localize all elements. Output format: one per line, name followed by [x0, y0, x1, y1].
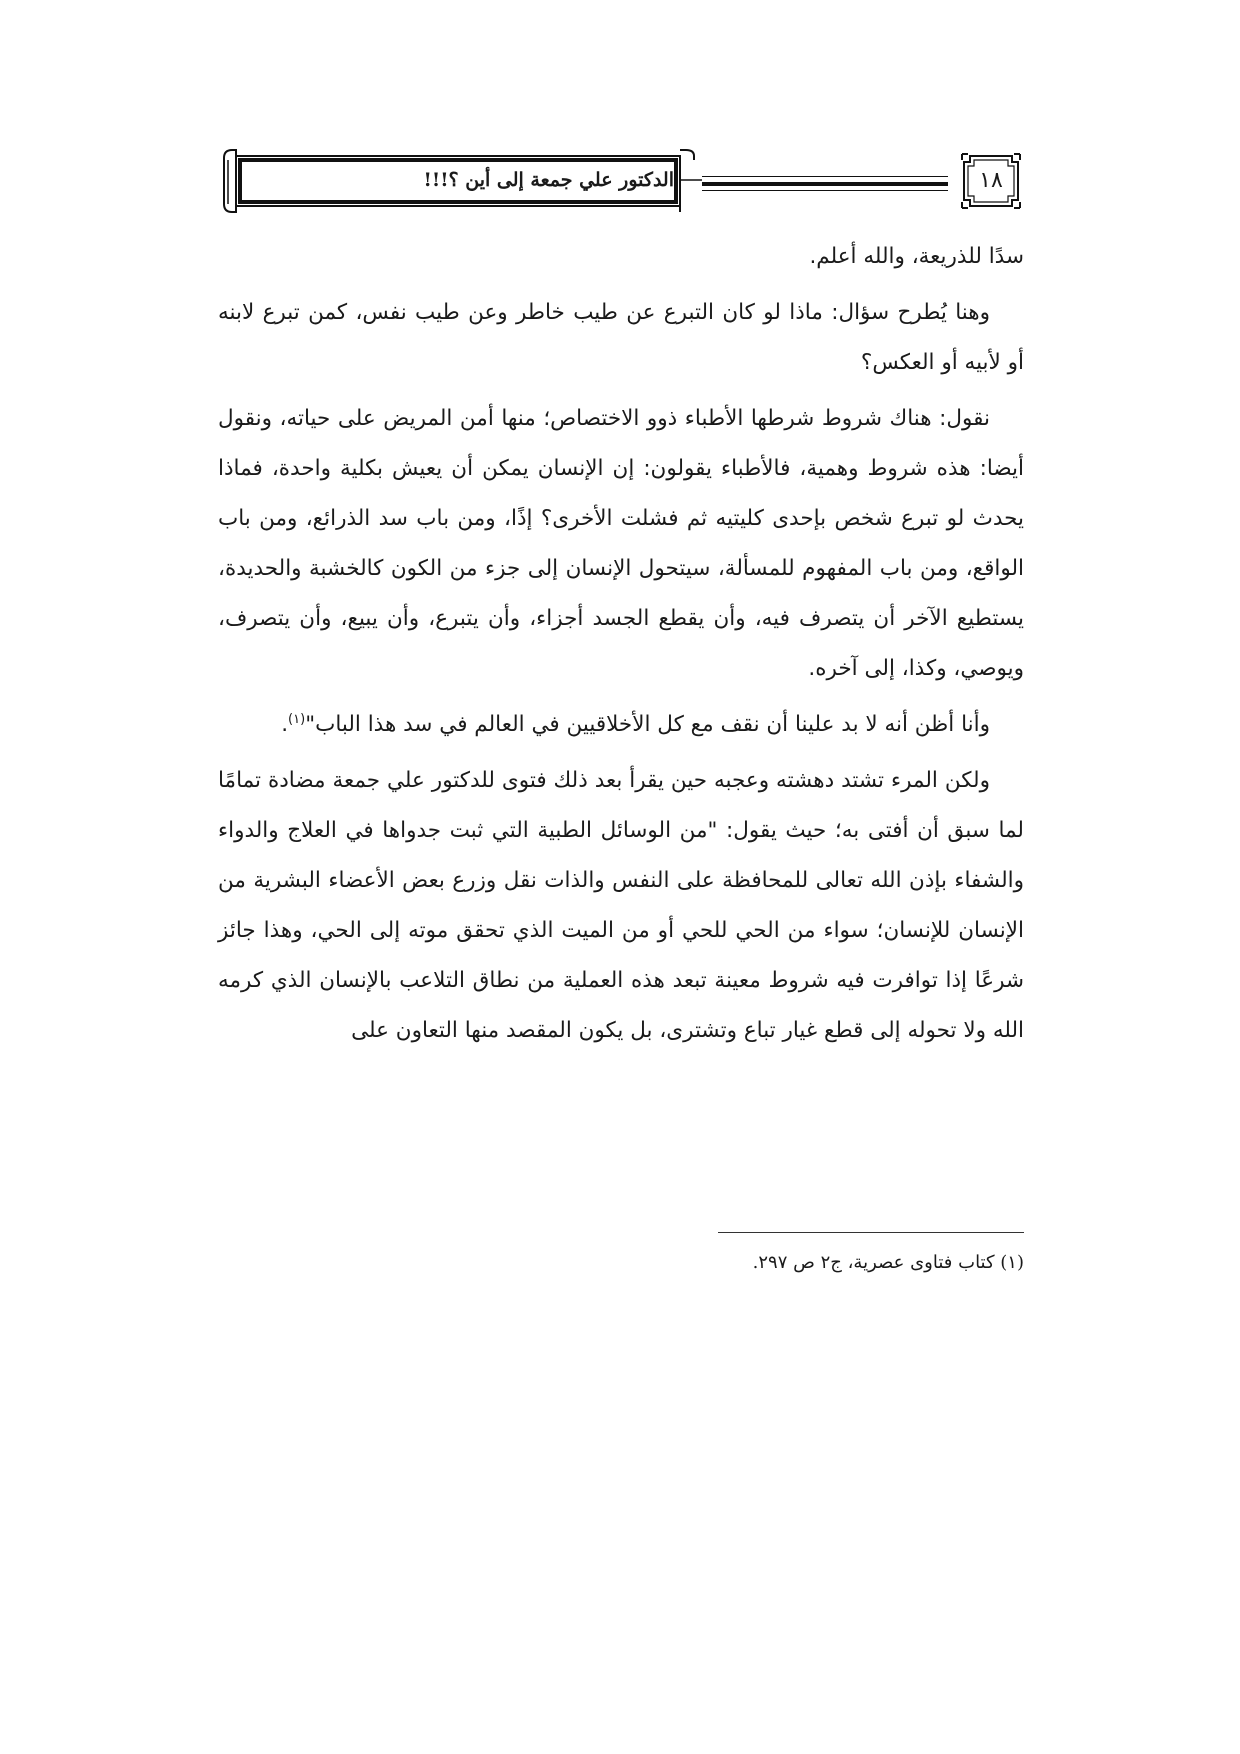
- header-rule-thin-top: [702, 176, 948, 177]
- paragraph-4: [218, 700, 1024, 750]
- header-rule-thick: [702, 182, 948, 186]
- header-rule-thin-bottom: [702, 190, 948, 191]
- page-number: ١٨: [979, 168, 1003, 193]
- paragraph-1: سدًا للذريعة، والله أعلم.: [809, 244, 1024, 269]
- page-header: [218, 146, 1024, 218]
- footnote: (١) كتاب فتاوى عصرية، ج٢ ص ٢٩٧.: [752, 1252, 1024, 1273]
- paragraph-2: وهنا يُطرح سؤال: ماذا لو كان التبرع عن طيب خاطر وعن طيب نفس، كمن تبرع لابنه أو لأبيه أو العكس؟: [218, 300, 1024, 375]
- footnote-divider: [718, 1232, 1024, 1233]
- paragraph-4-text: وأنا أظن أنه لا بد علينا أن نقف مع كل الأخلاقيين في العالم في سد هذا الباب": [305, 712, 990, 737]
- header-title-scroll: [218, 146, 702, 216]
- header-title: الدكتور علي جمعة إلى أين ؟!!!: [423, 169, 674, 191]
- footnote-reference: (١): [288, 711, 306, 727]
- page-body: [218, 232, 1024, 1056]
- page-number-frame: [958, 150, 1024, 212]
- paragraph-5: ولكن المرء تشتد دهشته وعجبه حين يقرأ بعد ذلك فتوى للدكتور علي جمعة مضادة تمامًا لما سبق أن أفتى به؛ حيث يقول: "من الوسائل الطبية التي ثبت جدواها في العلاج والدواء والشفاء بإذن الله تعالى للمحافظة على النفس والذات نقل وزرع بعض الأعضاء البشرية من الإنسان للإنسان؛ سواء من الحي للحي أو من الميت الذي تحقق موته إلى الحي، وهذا جائز شرعًا إذا توافرت فيه شروط معينة تبعد هذه العملية من نطاق التلاعب بالإنسان الذي كرمه الله ولا تحوله إلى قطع غيار تباع وتشترى، بل يكون المقصد منها التعاون على: [218, 768, 1024, 1043]
- paragraph-3: نقول: هناك شروط شرطها الأطباء ذوو الاختصاص؛ منها أمن المريض على حياته، ونقول أيضا: هذه شروط وهمية، فالأطباء يقولون: إن الإنسان يمكن أن يعيش بكلية واحدة، فماذا يحدث لو تبرع شخص بإحدى كليتيه ثم فشلت الأخرى؟ إذًا، ومن باب سد الذرائع، ومن باب الواقع، ومن باب المفهوم للمسألة، سيتحول الإنسان إلى جزء من الكون كالخشبة والحديدة، يستطيع الآخر أن يتصرف فيه، وأن يقطع الجسد أجزاء، وأن يتبرع، وأن يبيع، وأن يتصرف، ويوصي، وكذا، إلى آخره.: [218, 406, 1024, 681]
- paragraph-4-end: .: [281, 712, 289, 737]
